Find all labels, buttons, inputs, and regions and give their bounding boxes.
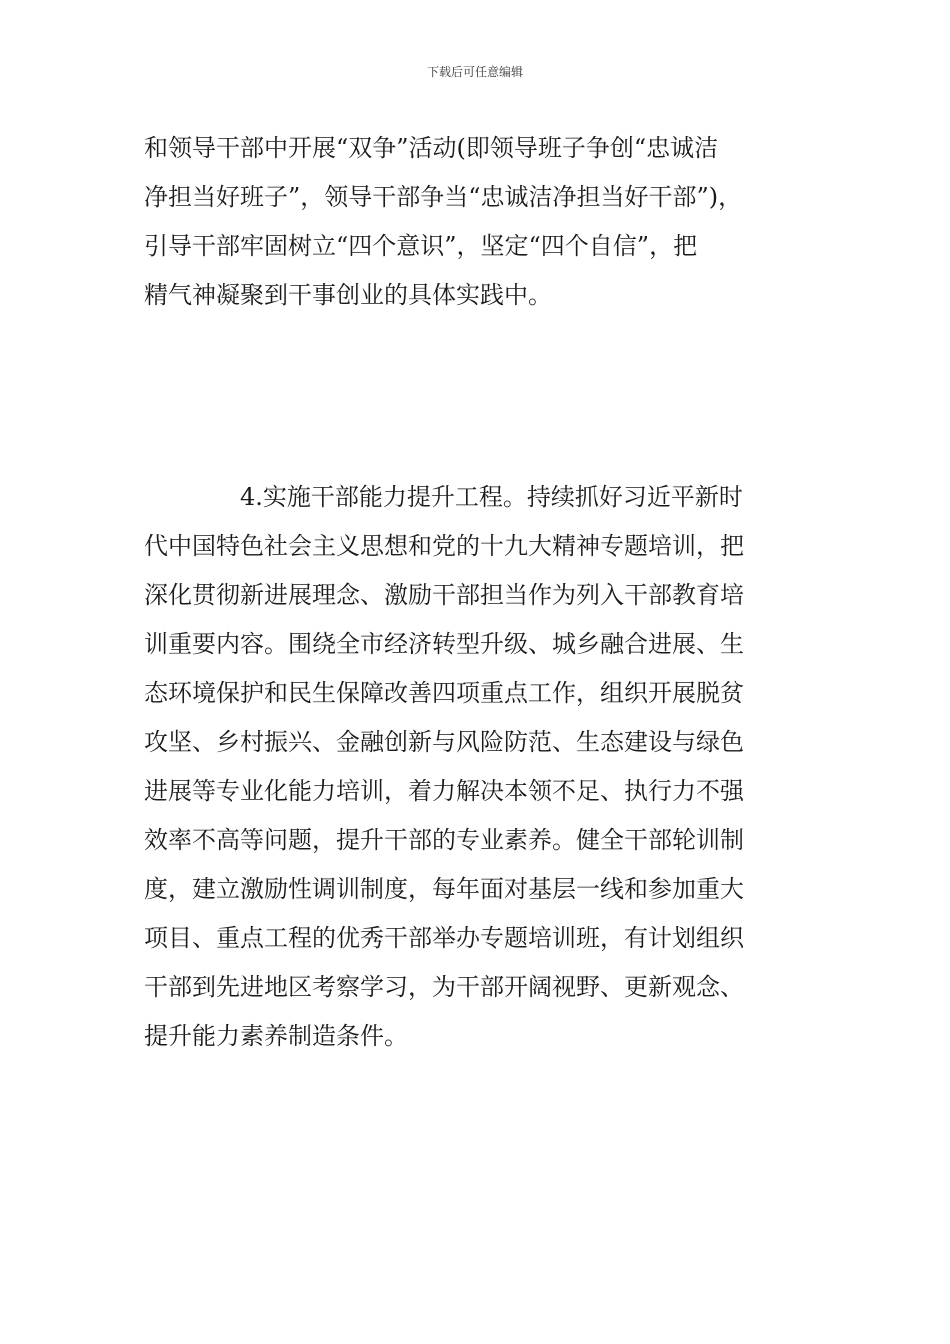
paragraph-line: 4.实施干部能力提升工程。持续抓好习近平新时 xyxy=(240,483,743,511)
paragraph-line: 精气神凝聚到干事创业的具体实践中。 xyxy=(144,281,552,309)
paragraph-line: 度，建立激励性调训制度，每年面对基层一线和参加重大 xyxy=(144,875,744,903)
paragraph-line: 攻坚、乡村振兴、金融创新与风险防范、生态建设与绿色 xyxy=(144,728,744,756)
paragraph-line: 进展等专业化能力培训，着力解决本领不足、执行力不强 xyxy=(144,777,744,805)
paragraph-line: 提升能力素养制造条件。 xyxy=(144,1022,408,1050)
paragraph-line: 代中国特色社会主义思想和党的十九大精神专题培训，把 xyxy=(144,532,744,560)
paragraph-line: 深化贯彻新进展理念、激励干部担当作为列入干部教育培 xyxy=(144,581,744,609)
paragraph-1 xyxy=(144,124,814,320)
paragraph-line: 引导干部牢固树立“四个意识”，坚定“四个自信”，把 xyxy=(144,232,698,260)
paragraph-line: 训重要内容。围绕全市经济转型升级、城乡融合进展、生 xyxy=(144,630,744,658)
paragraph-line: 态环境保护和民生保障改善四项重点工作，组织开展脱贫 xyxy=(144,679,744,707)
page-header: 下载后可任意编辑 xyxy=(426,65,523,79)
paragraph-2 xyxy=(144,473,814,1061)
paragraph-line: 干部到先进地区考察学习，为干部开阔视野、更新观念、 xyxy=(144,973,744,1001)
paragraph-line: 和领导干部中开展“双争”活动(即领导班子争创“忠诚洁 xyxy=(144,134,719,162)
paragraph-line: 效率不高等问题，提升干部的专业素养。健全干部轮训制 xyxy=(144,826,744,854)
paragraph-line: 项目、重点工程的优秀干部举办专题培训班，有计划组织 xyxy=(144,924,744,952)
paragraph-line: 净担当好班子”，领导干部争当“忠诚洁净担当好干部”)， xyxy=(144,183,743,211)
